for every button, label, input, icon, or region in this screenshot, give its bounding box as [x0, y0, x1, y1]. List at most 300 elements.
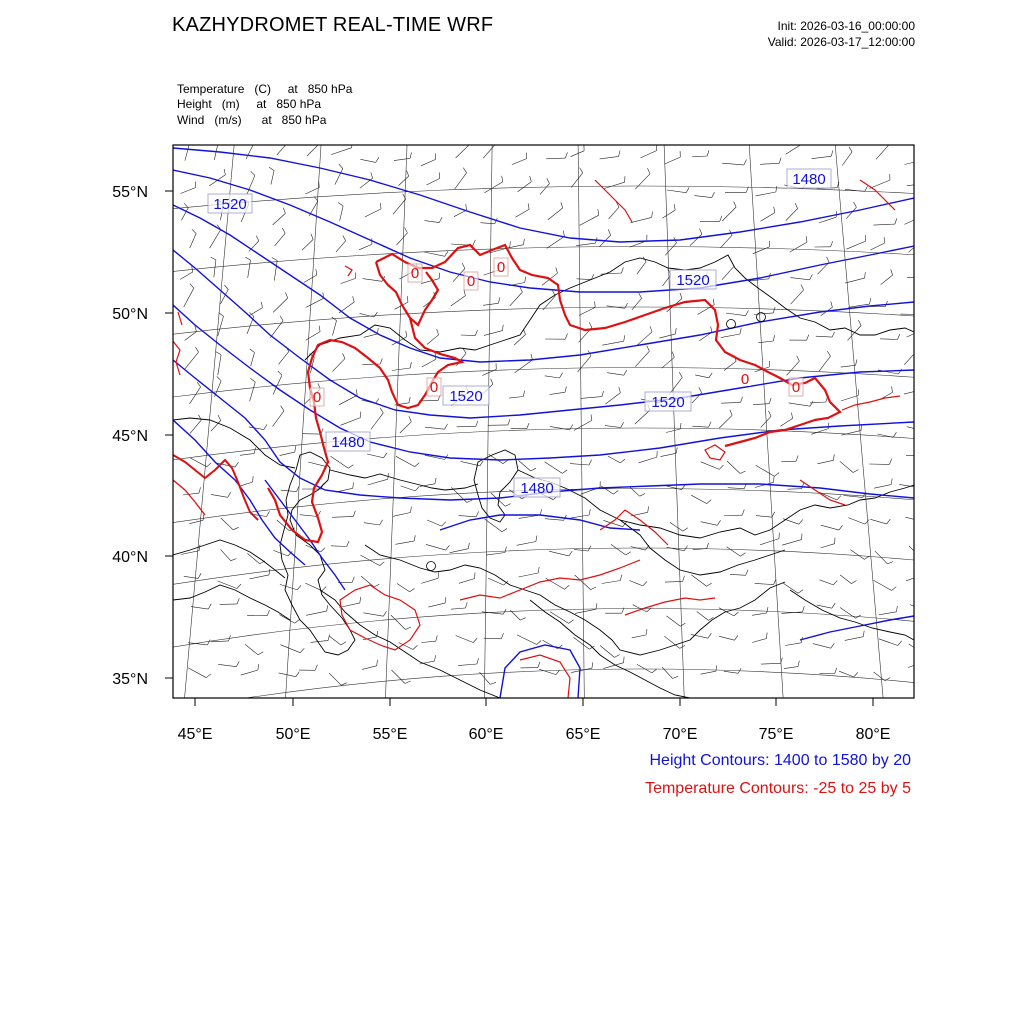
wind-barb: [274, 261, 277, 281]
wind-barb: [637, 664, 652, 673]
wind-barb: [181, 551, 199, 555]
wind-barb-feather: [562, 470, 567, 474]
wind-barb-feather: [505, 504, 510, 507]
wind-barb-feather: [744, 160, 747, 165]
wind-barb: [250, 575, 269, 579]
wind-barb-feather: [467, 500, 473, 503]
wind-barb: [518, 182, 532, 192]
wind-barb-feather: [680, 623, 685, 626]
wind-barb-feather: [439, 217, 442, 222]
wind-barb-feather: [589, 460, 592, 465]
wind-barb: [248, 260, 251, 278]
wind-barb: [391, 615, 406, 629]
wind-barb-feather: [831, 643, 835, 648]
wind-barb: [247, 553, 259, 563]
wind-barb-feather: [217, 377, 221, 381]
wind-barb-feather: [621, 422, 624, 427]
wind-barb: [842, 152, 852, 166]
wind-barb-feather: [891, 269, 893, 275]
wind-barb: [659, 334, 675, 338]
wind-barb-feather: [799, 520, 803, 525]
wind-barb: [906, 455, 925, 456]
wind-barb-feather: [865, 520, 869, 525]
wind-barb: [421, 578, 438, 583]
wind-barb: [540, 184, 550, 195]
wind-barb-feather: [206, 674, 211, 678]
wind-barb-feather: [196, 347, 199, 352]
wind-barb: [367, 454, 384, 458]
wind-barb-feather: [561, 202, 563, 208]
temperature-label: 0: [410, 265, 420, 282]
parallel-line: [150, 368, 940, 401]
wind-barb: [758, 341, 773, 343]
wind-barb: [851, 550, 865, 560]
wind-barb: [780, 418, 792, 426]
wind-barb-feather: [192, 229, 196, 233]
wind-barb-feather: [380, 520, 383, 525]
wind-barb-feather: [769, 411, 772, 416]
wind-barb-feather: [353, 511, 355, 517]
wind-barb: [331, 546, 347, 547]
afghan-border: [530, 600, 690, 698]
wind-barb: [185, 145, 189, 160]
wind-barb: [813, 644, 831, 649]
wind-barb: [728, 488, 744, 489]
wind-barb-feather: [505, 547, 506, 553]
wind-barb: [821, 544, 835, 548]
wind-barb-feather: [502, 176, 503, 182]
variable-height: Height (m) at 850 hPa: [177, 97, 322, 111]
wind-barb: [425, 427, 445, 429]
wind-barb: [549, 551, 569, 556]
wind-barb: [632, 298, 642, 310]
wind-barb: [719, 415, 732, 428]
wind-barb-feather: [742, 510, 744, 516]
wind-barb-feather: [376, 157, 379, 162]
wind-barb-feather: [415, 463, 420, 467]
wind-barb-feather: [278, 371, 282, 375]
wind-barb: [339, 395, 357, 404]
wind-barb: [331, 148, 352, 155]
wind-barb: [635, 410, 650, 424]
map-frame: [173, 145, 914, 698]
wind-barb: [459, 579, 475, 584]
wind-barb-feather: [740, 471, 746, 474]
wind-barb: [306, 332, 321, 341]
wind-barb: [908, 239, 923, 252]
wind-barb-feather: [258, 664, 259, 670]
wind-barb-feather: [734, 202, 736, 207]
temperature-label: 0: [429, 379, 439, 396]
wind-barb-feather: [445, 424, 448, 429]
wind-barb: [840, 461, 853, 472]
wind-barb-feather: [409, 416, 411, 422]
wind-barb: [183, 493, 199, 495]
meridian-line: [578, 120, 585, 720]
wind-barb: [697, 612, 709, 621]
wind-barb-feather: [831, 302, 833, 308]
wind-barb: [335, 169, 343, 185]
wind-barb-feather: [709, 373, 712, 378]
wind-barb-feather: [711, 326, 712, 332]
wind-barb: [604, 182, 624, 188]
wind-barb: [190, 458, 206, 467]
wind-barb-feather: [746, 570, 749, 576]
temperature-label: 0: [791, 379, 801, 396]
wind-barb: [899, 484, 919, 487]
parallel-line: [150, 548, 940, 588]
wind-barb: [783, 583, 798, 593]
wind-barb-feather: [300, 648, 304, 652]
lat-label-45: 45°N: [112, 428, 148, 445]
wind-barb: [427, 520, 442, 526]
wind-barb: [515, 209, 529, 217]
wind-barb-feather: [356, 389, 357, 395]
wind-barb: [788, 489, 802, 490]
wind-barb: [719, 636, 734, 640]
wind-barb: [332, 516, 353, 517]
wind-barb: [364, 334, 378, 337]
wind-barb-feather: [339, 164, 343, 168]
wind-barb: [820, 580, 834, 585]
wind-barb-feather: [831, 150, 833, 156]
wind-barb: [577, 279, 592, 280]
wind-barb: [548, 208, 563, 220]
wind-barb-feather: [807, 335, 809, 341]
wind-barb-feather: [896, 606, 897, 612]
wind-barb-feather: [231, 559, 237, 561]
wind-barb: [427, 335, 439, 345]
wind-barb: [609, 207, 619, 219]
wind-barb-feather: [889, 459, 891, 465]
wind-barb-feather: [207, 640, 210, 645]
wind-barb-feather: [652, 212, 653, 218]
wind-barb-feather: [473, 240, 476, 246]
wind-barb-feather: [798, 590, 803, 593]
wind-barb: [695, 375, 709, 378]
wind-barb-feather: [835, 668, 837, 674]
kazakhstan-south-border: [330, 470, 914, 538]
wind-barb: [753, 404, 769, 405]
wind-barb-feather: [791, 413, 792, 419]
wind-barb: [632, 635, 646, 638]
wind-barb: [280, 645, 300, 653]
lon-label-70: 70°E: [662, 726, 698, 743]
wind-barb: [845, 637, 863, 641]
wind-barb-feather: [495, 137, 498, 142]
wind-barb: [812, 156, 832, 159]
wind-barb: [483, 303, 498, 305]
wind-barb-feather: [596, 603, 597, 609]
wind-barb: [666, 429, 680, 433]
wind-barb-feather: [538, 567, 539, 573]
wind-barb-feather: [199, 545, 200, 551]
wind-barb: [781, 461, 796, 462]
wind-barb-feather: [769, 398, 771, 404]
wind-barb: [547, 236, 565, 248]
wind-barb-feather: [468, 543, 469, 549]
wind-barb: [605, 393, 620, 404]
wind-barb-feather: [251, 136, 255, 140]
wind-barb: [840, 608, 856, 619]
wind-barb: [905, 517, 921, 521]
wind-barb-feather: [646, 629, 647, 635]
wind-barb: [637, 262, 646, 274]
wind-barb-feather: [501, 633, 503, 639]
wind-barb-feather: [680, 293, 682, 299]
wind-barb-feather: [676, 328, 677, 334]
wind-barb-feather: [192, 266, 193, 272]
wind-barb-feather: [353, 296, 355, 302]
wind-barb-feather: [405, 681, 411, 684]
wind-barb-feather: [530, 176, 532, 182]
wind-barb-feather: [281, 406, 284, 411]
wind-barb-feather: [237, 598, 239, 604]
wind-barb-feather: [569, 620, 574, 624]
wind-barb-feather: [316, 269, 317, 275]
wind-barb-feather: [218, 415, 221, 420]
wind-barb-feather: [858, 320, 861, 325]
wind-barb-feather: [619, 387, 621, 393]
wind-barb-feather: [442, 522, 446, 526]
wind-barb: [846, 241, 865, 249]
wind-barb-feather: [746, 187, 748, 193]
wind-barb-feather: [569, 551, 572, 556]
wind-barb-feather: [773, 307, 775, 313]
wind-barb-feather: [531, 354, 533, 360]
wind-barb-feather: [267, 511, 270, 516]
wind-barb: [451, 296, 466, 306]
wind-barb-feather: [537, 641, 541, 645]
wind-barb: [401, 486, 416, 491]
wind-barb-feather: [802, 483, 804, 489]
wind-barb-feather: [735, 635, 739, 640]
wind-barb-feather: [922, 154, 923, 160]
wind-barb-feather: [640, 494, 645, 497]
wind-barb-feather: [410, 152, 411, 158]
wind-barb-feather: [405, 228, 408, 233]
wind-barb-feather: [925, 607, 929, 611]
wind-barb: [363, 279, 382, 282]
lon-label-65: 65°E: [565, 726, 601, 743]
wind-barb-feather: [319, 326, 320, 332]
longitude-ticks: [195, 698, 873, 706]
wind-barb: [841, 395, 859, 401]
wind-barb: [515, 360, 533, 373]
wind-barb: [364, 523, 380, 525]
height-label: 1480: [520, 480, 554, 497]
wind-barb-feather: [208, 604, 211, 609]
wind-barb-feather: [435, 655, 436, 661]
wind-barb: [761, 213, 775, 222]
kyrgyz-border: [620, 520, 785, 575]
country-borders: [173, 255, 914, 698]
wind-barb: [210, 230, 221, 249]
wind-barb-feather: [498, 298, 499, 304]
wind-barb: [184, 576, 198, 578]
wind-barb: [251, 353, 255, 367]
wind-barb-feather: [211, 257, 216, 260]
wind-barb-feather: [767, 633, 768, 639]
wind-barb: [191, 607, 208, 610]
wind-barb: [873, 580, 891, 590]
wind-barb: [908, 662, 924, 667]
wind-barb-feather: [269, 167, 274, 170]
wind-barb-feather: [383, 611, 386, 616]
temperature-label: 0: [496, 259, 506, 276]
wind-barb: [790, 278, 809, 280]
wind-barb-feather: [445, 597, 446, 603]
wind-barb: [840, 575, 851, 584]
wind-barb: [306, 611, 327, 615]
wind-barb: [456, 636, 474, 643]
wind-barb-feather: [648, 168, 651, 174]
wind-barb-feather: [613, 491, 618, 495]
wind-barb: [756, 192, 776, 196]
wind-barb-feather: [523, 239, 524, 245]
wind-barb-feather: [360, 597, 361, 603]
wind-barb-feather: [839, 525, 843, 530]
wind-barb: [870, 180, 890, 188]
wind-barb-feather: [639, 293, 642, 298]
wind-barb-feather: [322, 587, 326, 591]
wind-barb-feather: [410, 588, 415, 591]
lat-label-40: 40°N: [112, 549, 148, 566]
wind-barb-feather: [523, 391, 525, 397]
wind-barb: [755, 583, 774, 584]
wind-barb-feather: [700, 229, 702, 235]
wind-barb-feather: [283, 208, 285, 214]
wind-barb: [329, 673, 341, 685]
wind-barb: [730, 574, 746, 575]
wind-barb: [787, 361, 800, 375]
wind-barb-feather: [547, 178, 550, 183]
wind-barb-feather: [473, 638, 477, 642]
wind-barb: [909, 546, 925, 561]
wind-barb-feather: [672, 352, 674, 358]
wind-barb-feather: [921, 234, 923, 240]
wind-barb-feather: [295, 619, 300, 623]
wind-barb: [510, 292, 523, 306]
russia-west-border: [173, 418, 295, 468]
wind-barb: [690, 234, 702, 246]
wind-barb-feather: [776, 186, 777, 192]
wind-barb: [722, 207, 736, 221]
wind-barb-feather: [295, 446, 296, 452]
lon-label-55: 55°E: [372, 726, 408, 743]
wind-barb: [550, 392, 566, 394]
wind-barb-feather: [837, 496, 841, 500]
wind-barb: [878, 434, 894, 437]
wind-barb-feather: [477, 658, 479, 664]
wind-barb: [249, 308, 263, 316]
wind-barb-feather: [921, 516, 924, 521]
wind-barb: [635, 351, 649, 367]
wind-barb-feather: [624, 657, 625, 663]
wind-barb-feather: [380, 408, 383, 413]
wind-barb: [271, 171, 274, 185]
wind-barb: [667, 190, 686, 193]
wind-barb: [482, 369, 496, 375]
wind-barb: [786, 145, 800, 154]
wind-barb-feather: [508, 419, 510, 425]
wind-barb-feather: [589, 509, 590, 515]
wind-barb: [580, 215, 599, 225]
wind-barb: [664, 636, 679, 648]
wind-barb-feather: [565, 334, 567, 340]
wind-barb-feather: [892, 386, 893, 392]
wind-barb-feather: [380, 562, 385, 566]
wind-barb: [821, 525, 839, 530]
wind-barb-feather: [199, 487, 201, 493]
wind-barb: [211, 494, 228, 497]
wind-barb-feather: [592, 662, 593, 668]
height-label: 1520: [449, 388, 483, 405]
wind-barb: [904, 218, 917, 224]
parallel-line: [150, 186, 940, 211]
wind-barb: [392, 670, 406, 684]
wind-barb-feather: [916, 344, 919, 349]
wind-barb-feather: [625, 303, 628, 308]
wind-barb: [221, 549, 231, 560]
valid-time: Valid: 2026-03-17_12:00:00: [767, 35, 915, 49]
wind-barb-feather: [707, 543, 709, 549]
wind-barb-feather: [854, 202, 857, 207]
wind-barb: [662, 210, 675, 218]
wind-barb-feather: [531, 468, 536, 471]
wind-barb: [484, 182, 502, 193]
map-plot-area: [150, 110, 940, 778]
wind-barb-feather: [648, 506, 649, 512]
wind-barb-feather: [328, 635, 330, 641]
aral-sea-outline: [474, 450, 518, 522]
wind-barb: [845, 278, 865, 283]
wind-barb-feather: [438, 572, 439, 578]
wind-barb: [361, 555, 380, 566]
wind-barb-feather: [411, 507, 412, 513]
wind-barb-feather: [406, 627, 412, 630]
wind-barb-feather: [854, 673, 858, 677]
wind-barb-feather: [647, 346, 650, 351]
wind-barb: [428, 603, 445, 607]
wind-barb-feather: [899, 369, 902, 374]
wind-barb-feather: [565, 152, 567, 158]
wind-barb-feather: [503, 460, 508, 464]
wind-barb: [371, 413, 384, 430]
wind-barb-feather: [377, 660, 378, 666]
wind-barb-feather: [502, 529, 507, 532]
wind-barb-feather: [235, 462, 238, 467]
legend-height-contours: Height Contours: 1400 to 1580 by 20: [649, 752, 911, 769]
lon-label-45: 45°E: [177, 726, 213, 743]
wind-barb: [518, 573, 538, 577]
wind-barb-feather: [831, 241, 833, 247]
lat-label-35: 35°N: [112, 671, 148, 688]
wind-barb: [512, 159, 527, 165]
wind-barb: [629, 487, 639, 497]
wind-barb: [727, 461, 740, 474]
wind-barb-feather: [673, 676, 679, 678]
wind-barb-feather: [410, 362, 411, 368]
wind-barb-feather: [249, 312, 253, 316]
wind-barb-feather: [833, 454, 834, 460]
wind-barb-feather: [833, 580, 837, 585]
wind-barb-feather: [254, 448, 255, 454]
lon-label-80: 80°E: [855, 726, 891, 743]
wind-barb-feather: [380, 358, 382, 364]
wind-barb-feather: [856, 360, 858, 366]
wind-barb: [365, 209, 381, 217]
